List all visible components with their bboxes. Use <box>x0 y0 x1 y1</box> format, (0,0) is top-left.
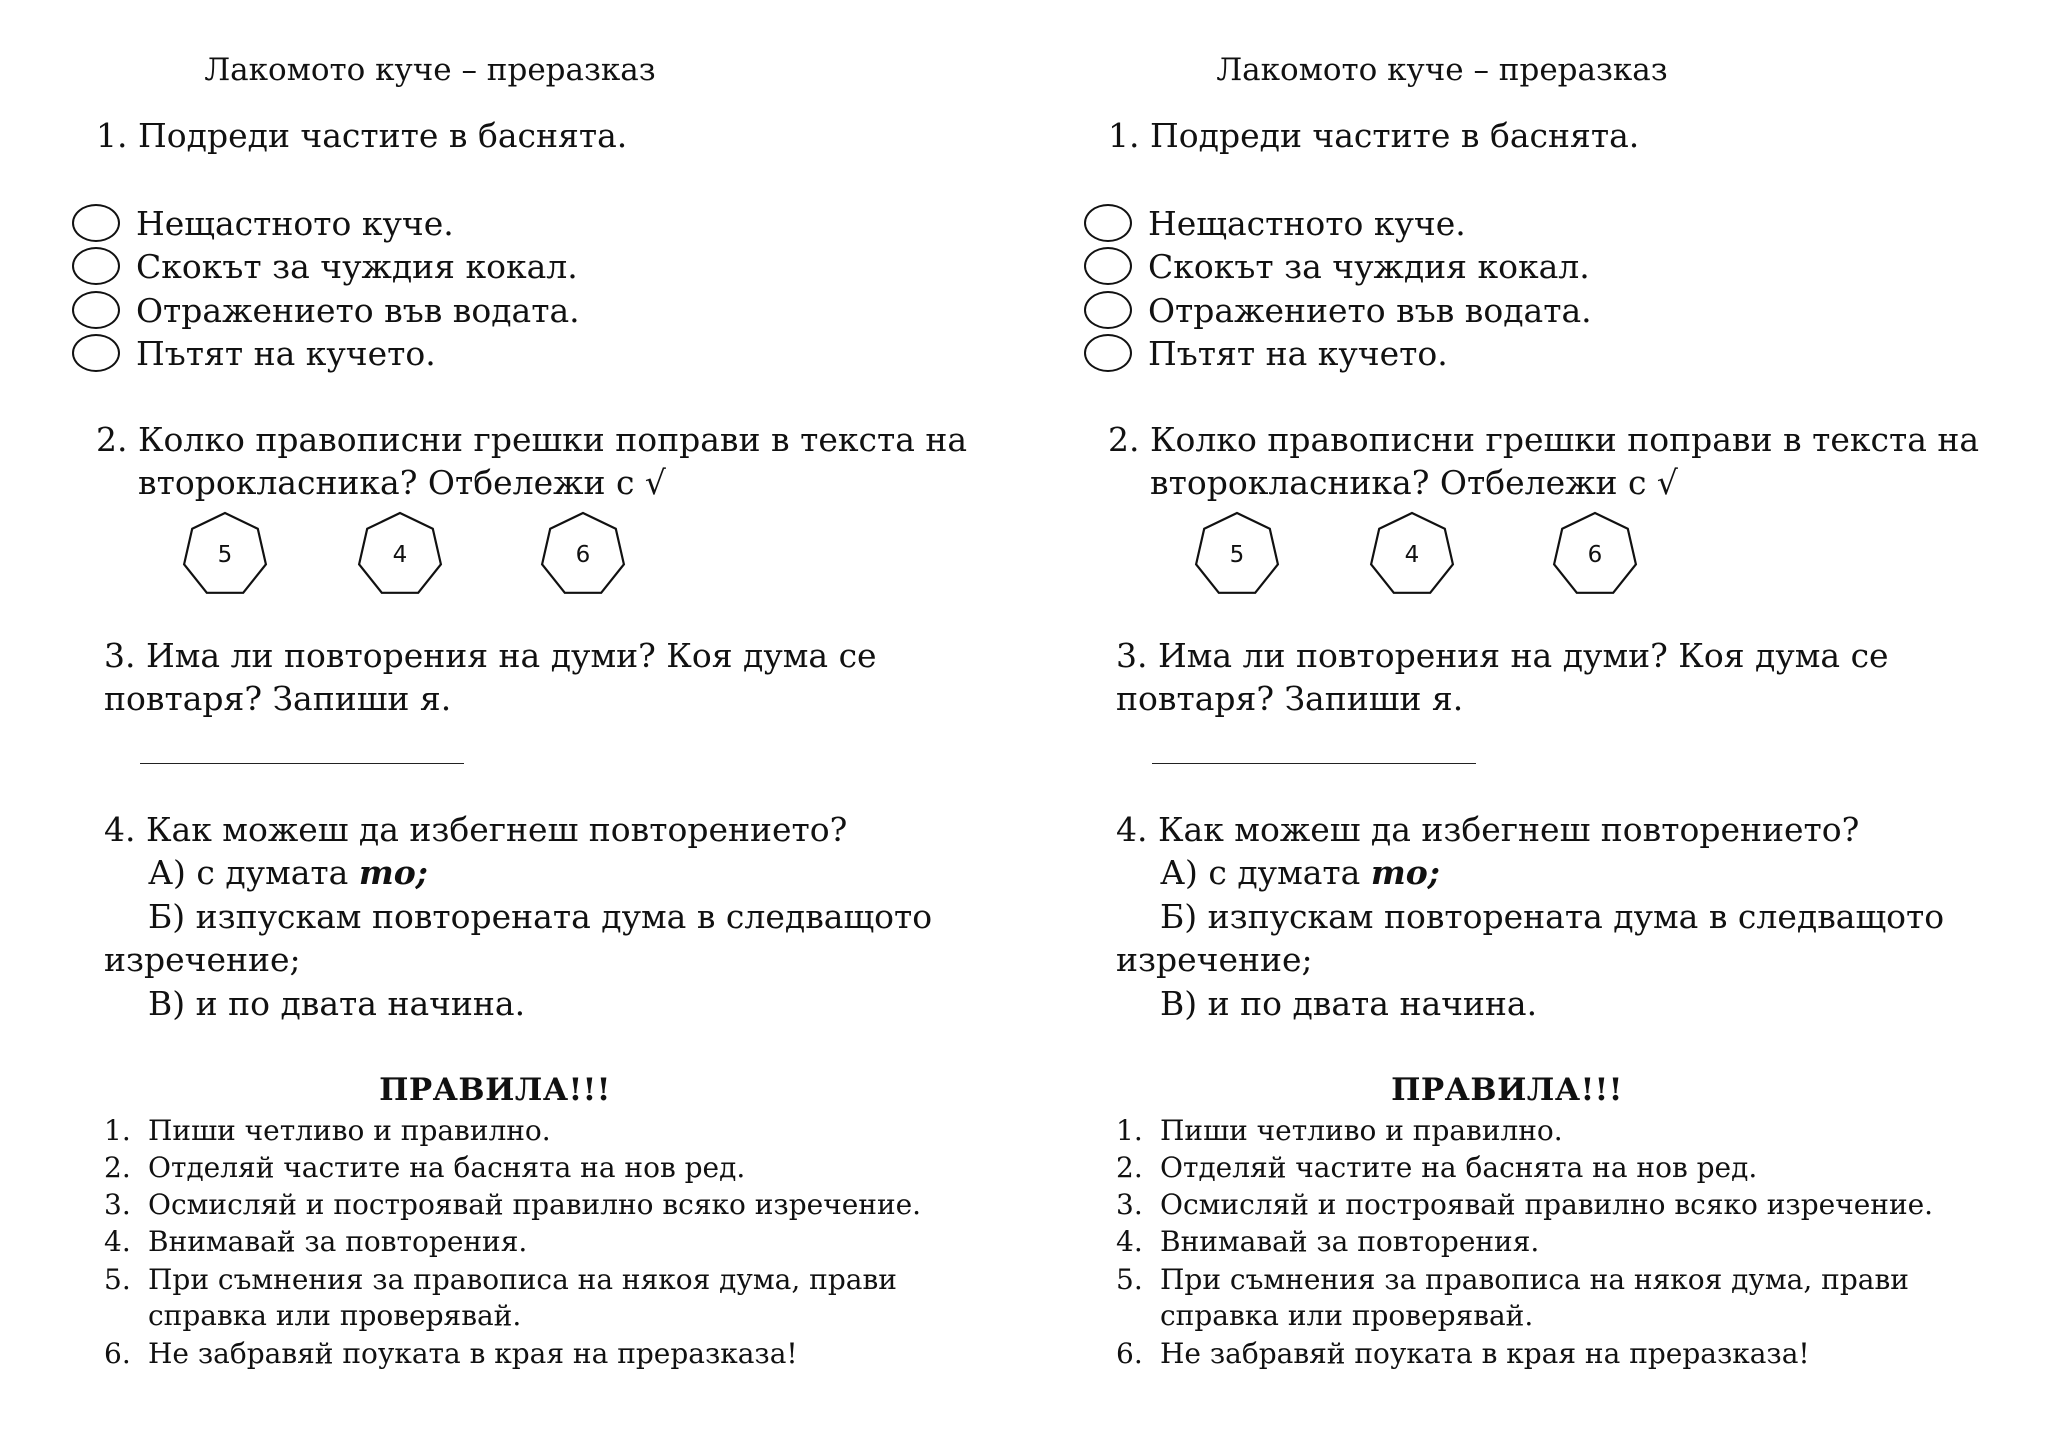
option-b-line1: Б) изпускам повторената дума в следващото <box>148 897 933 936</box>
rule-number: 5. <box>104 1263 131 1296</box>
heptagon-choice-4[interactable] <box>352 507 448 603</box>
worksheet-title: Лакомото куче – преразказ <box>1216 52 1668 88</box>
rules-title: ПРАВИЛА!!! <box>379 1072 611 1108</box>
rule-text: справка или проверявай. <box>148 1299 522 1332</box>
order-circle[interactable] <box>1084 334 1132 372</box>
rule-text: Пиши четливо и правилно. <box>1160 1114 1563 1147</box>
order-option-2[interactable] <box>72 244 578 288</box>
order-option-3[interactable] <box>72 288 580 332</box>
rule-text: Осмисляй и построявай правилно всяко изречение. <box>1160 1188 1934 1221</box>
rule-number: 6. <box>1116 1337 1143 1370</box>
option-text: Скокът за чуждия кокал. <box>136 246 578 286</box>
question-1-number: 1. <box>96 116 128 155</box>
option-c: В) и по двата начина. <box>148 984 526 1023</box>
option-text: Нещастното куче. <box>136 203 454 243</box>
option-c: В) и по двата начина. <box>1160 984 1538 1023</box>
question-2-number: 2. <box>1108 420 1140 459</box>
rule-number: 1. <box>1116 1114 1143 1147</box>
heptagon-label: 6 <box>1587 542 1603 568</box>
option-text: Отражението във водата. <box>1148 290 1592 330</box>
question-3-line2: повтаря? Запиши я. <box>104 679 452 718</box>
question-2-line1: Колко правописни грешки поправи в текста на <box>1150 420 1980 459</box>
option-a-word: то; <box>358 853 428 892</box>
order-circle[interactable] <box>72 291 120 329</box>
question-2-line2: второкласника? Отбележи с √ <box>1150 463 1678 502</box>
order-circle[interactable] <box>1084 247 1132 285</box>
option-a <box>1160 851 1440 895</box>
rules-title: ПРАВИЛА!!! <box>1391 1072 1623 1108</box>
rule-item <box>104 1261 897 1298</box>
question-1-text: Подреди частите в баснята. <box>1150 116 1640 155</box>
heptagon-label: 6 <box>575 542 591 568</box>
question-2 <box>1108 418 1979 462</box>
option-a-prefix: А) с думата <box>148 853 359 892</box>
question-1 <box>96 114 627 158</box>
rule-item <box>1116 1149 1757 1186</box>
question-2-line1: Колко правописни грешки поправи в текста на <box>138 420 968 459</box>
question-1 <box>1108 114 1639 158</box>
rule-text: справка или проверявай. <box>1160 1299 1534 1332</box>
rule-item <box>1116 1186 1933 1223</box>
order-option-1[interactable] <box>1084 201 1466 245</box>
rule-number: 2. <box>104 1151 131 1184</box>
rule-item <box>104 1335 798 1372</box>
question-3-line2: повтаря? Запиши я. <box>1116 679 1464 718</box>
option-b-line2: изречение; <box>1116 940 1313 979</box>
rule-text: Внимавай за повторения. <box>148 1225 528 1258</box>
heptagon-choice-6[interactable] <box>535 507 631 603</box>
heptagon-choice-4[interactable] <box>1364 507 1460 603</box>
option-a-prefix: А) с думата <box>1160 853 1371 892</box>
rule-item <box>104 1149 745 1186</box>
option-a-word: то; <box>1370 853 1440 892</box>
option-b-line2: изречение; <box>104 940 301 979</box>
rule-text: Осмисляй и построявай правилно всяко изречение. <box>148 1188 922 1221</box>
rule-text: Не забравяй поуката в края на преразказа! <box>1160 1337 1810 1370</box>
order-option-4[interactable] <box>72 331 436 375</box>
heptagon-choice-5[interactable] <box>1189 507 1285 603</box>
worksheet-right <box>1092 0 2048 1448</box>
rule-item <box>104 1297 521 1334</box>
heptagon-label: 4 <box>1404 542 1420 568</box>
option-text: Скокът за чуждия кокал. <box>1148 246 1590 286</box>
rule-number: 5. <box>1116 1263 1143 1296</box>
rule-item <box>1116 1297 1533 1334</box>
order-option-2[interactable] <box>1084 244 1590 288</box>
rule-text: Пиши четливо и правилно. <box>148 1114 551 1147</box>
answer-line[interactable] <box>1152 763 1476 764</box>
rule-item <box>1116 1112 1563 1149</box>
rule-number: 3. <box>1116 1188 1143 1221</box>
heptagon-choice-5[interactable] <box>177 507 273 603</box>
rule-item <box>1116 1335 1810 1372</box>
option-a <box>148 851 428 895</box>
order-circle[interactable] <box>72 334 120 372</box>
rule-number: 4. <box>104 1225 131 1258</box>
heptagon-label: 5 <box>1229 542 1245 568</box>
rule-text: Отделяй частите на баснята на нов ред. <box>148 1151 746 1184</box>
order-circle[interactable] <box>72 204 120 242</box>
option-b-line1: Б) изпускам повторената дума в следващото <box>1160 897 1945 936</box>
question-1-text: Подреди частите в баснята. <box>138 116 628 155</box>
heptagon-label: 5 <box>217 542 233 568</box>
rule-item <box>1116 1223 1539 1260</box>
rule-item <box>104 1112 551 1149</box>
rule-item <box>1116 1261 1909 1298</box>
order-circle[interactable] <box>72 247 120 285</box>
rule-text: При съмнения за правописа на някоя дума, прави <box>148 1263 897 1296</box>
option-text: Нещастното куче. <box>1148 203 1466 243</box>
heptagon-label: 4 <box>392 542 408 568</box>
rule-item <box>104 1223 527 1260</box>
question-2-line2: второкласника? Отбележи с √ <box>138 463 666 502</box>
rule-text: Не забравяй поуката в края на преразказа! <box>148 1337 798 1370</box>
option-text: Пътят на кучето. <box>1148 333 1448 373</box>
order-circle[interactable] <box>1084 204 1132 242</box>
rule-text: При съмнения за правописа на някоя дума, прави <box>1160 1263 1909 1296</box>
order-option-1[interactable] <box>72 201 454 245</box>
order-option-3[interactable] <box>1084 288 1592 332</box>
question-1-number: 1. <box>1108 116 1140 155</box>
question-3-line1: 3. Има ли повторения на думи? Коя дума се <box>104 636 877 675</box>
order-option-4[interactable] <box>1084 331 1448 375</box>
question-4: 4. Как можеш да избегнеш повторението? <box>1116 810 1860 849</box>
heptagon-choice-6[interactable] <box>1547 507 1643 603</box>
worksheet-left <box>80 0 1090 1448</box>
rule-number: 4. <box>1116 1225 1143 1258</box>
order-circle[interactable] <box>1084 291 1132 329</box>
question-2 <box>96 418 967 462</box>
rule-item <box>104 1186 921 1223</box>
question-2-number: 2. <box>96 420 128 459</box>
option-text: Пътят на кучето. <box>136 333 436 373</box>
worksheet-title: Лакомото куче – преразказ <box>204 52 656 88</box>
answer-line[interactable] <box>140 763 464 764</box>
rule-number: 1. <box>104 1114 131 1147</box>
question-4: 4. Как можеш да избегнеш повторението? <box>104 810 848 849</box>
rule-text: Отделяй частите на баснята на нов ред. <box>1160 1151 1758 1184</box>
rule-number: 2. <box>1116 1151 1143 1184</box>
rule-number: 6. <box>104 1337 131 1370</box>
question-3-line1: 3. Има ли повторения на думи? Коя дума се <box>1116 636 1889 675</box>
rule-number: 3. <box>104 1188 131 1221</box>
rule-text: Внимавай за повторения. <box>1160 1225 1540 1258</box>
option-text: Отражението във водата. <box>136 290 580 330</box>
